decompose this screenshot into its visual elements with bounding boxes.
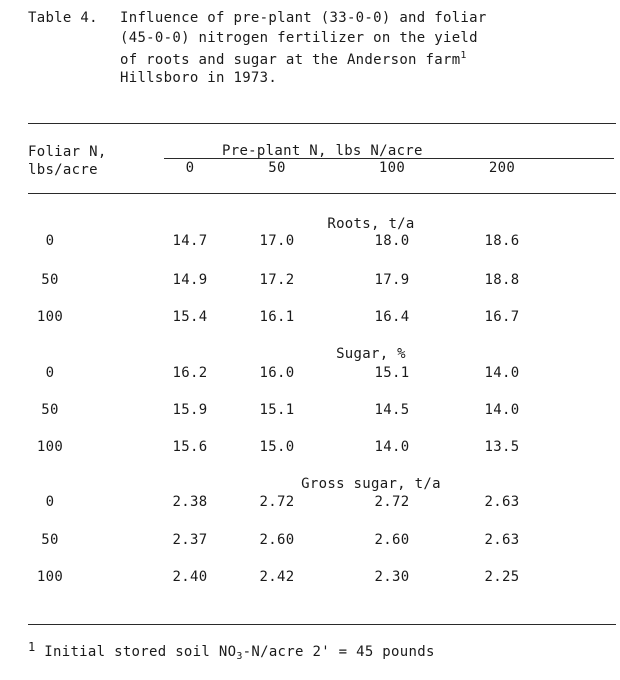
row-label: 100 — [36, 569, 64, 585]
table-cell: 16.0 — [259, 365, 295, 381]
preplant-header: Pre-plant N, lbs N/acre — [222, 143, 423, 159]
table-cell: 2.30 — [374, 569, 410, 585]
row-label: 0 — [45, 233, 55, 249]
table-cell: 2.37 — [172, 532, 208, 548]
section-title-roots: Roots, t/a — [327, 216, 415, 232]
table-cell: 2.63 — [484, 494, 520, 510]
table-cell: 15.0 — [259, 439, 295, 455]
column-header-100: 100 — [378, 160, 406, 176]
foliar-header-line-2: lbs/acre — [28, 162, 98, 178]
table-cell: 18.8 — [484, 272, 520, 288]
footnote-marker: 1 — [28, 640, 36, 654]
table-cell: 16.1 — [259, 309, 295, 325]
table-cell: 18.0 — [374, 233, 410, 249]
column-header-0: 0 — [185, 160, 195, 176]
table-cell: 15.1 — [374, 365, 410, 381]
caption-line-2: (45-0-0) nitrogen fertilizer on the yield — [120, 30, 478, 46]
table-cell: 15.6 — [172, 439, 208, 455]
row-label: 50 — [41, 532, 59, 548]
table-cell: 2.60 — [259, 532, 295, 548]
table-cell: 18.6 — [484, 233, 520, 249]
row-label: 0 — [45, 365, 55, 381]
row-label: 100 — [36, 439, 64, 455]
foliar-header-line-1: Foliar N, — [28, 144, 107, 160]
table-cell: 2.72 — [259, 494, 295, 510]
column-header-50: 50 — [268, 160, 286, 176]
table-bottom-rule — [28, 624, 616, 625]
table-cell: 2.72 — [374, 494, 410, 510]
table-cell: 15.1 — [259, 402, 295, 418]
caption-line-1: Influence of pre-plant (33-0-0) and foliar — [120, 10, 487, 26]
row-label: 100 — [36, 309, 64, 325]
table-cell: 15.9 — [172, 402, 208, 418]
section-title-sugar: Sugar, % — [336, 346, 406, 362]
table-cell: 2.40 — [172, 569, 208, 585]
table-cell: 15.4 — [172, 309, 208, 325]
row-label: 50 — [41, 402, 59, 418]
table-cell: 16.2 — [172, 365, 208, 381]
table-cell: 16.4 — [374, 309, 410, 325]
table-cell: 17.2 — [259, 272, 295, 288]
footnote-text-before: Initial stored soil NO — [44, 644, 237, 660]
table-cell: 14.0 — [484, 365, 520, 381]
footnote — [28, 640, 435, 662]
table-cell: 2.42 — [259, 569, 295, 585]
table-cell: 14.5 — [374, 402, 410, 418]
caption-line-3 — [120, 50, 467, 68]
table-cell: 2.63 — [484, 532, 520, 548]
table-cell: 17.0 — [259, 233, 295, 249]
column-header-200: 200 — [488, 160, 516, 176]
caption-footnote-marker: 1 — [460, 50, 467, 61]
table-cell: 17.9 — [374, 272, 410, 288]
caption-line-3-text: of roots and sugar at the Anderson farm — [120, 52, 461, 68]
table-cell: 14.0 — [374, 439, 410, 455]
table-cell: 16.7 — [484, 309, 520, 325]
table-cell: 2.38 — [172, 494, 208, 510]
footnote-text-after: -N/acre 2' = 45 pounds — [242, 644, 435, 660]
row-label: 50 — [41, 272, 59, 288]
table-cell: 2.25 — [484, 569, 520, 585]
table-cell: 14.7 — [172, 233, 208, 249]
table-cell: 14.9 — [172, 272, 208, 288]
table-label: Table 4. — [28, 10, 98, 26]
table-cell: 14.0 — [484, 402, 520, 418]
caption-line-4: Hillsboro in 1973. — [120, 70, 278, 86]
table-cell: 2.60 — [374, 532, 410, 548]
table-header-rule — [28, 193, 616, 194]
row-label: 0 — [45, 494, 55, 510]
table-cell: 13.5 — [484, 439, 520, 455]
footnote-subscript: 3 — [236, 651, 243, 662]
table-top-rule — [28, 123, 616, 124]
section-title-gross-sugar: Gross sugar, t/a — [301, 476, 441, 492]
